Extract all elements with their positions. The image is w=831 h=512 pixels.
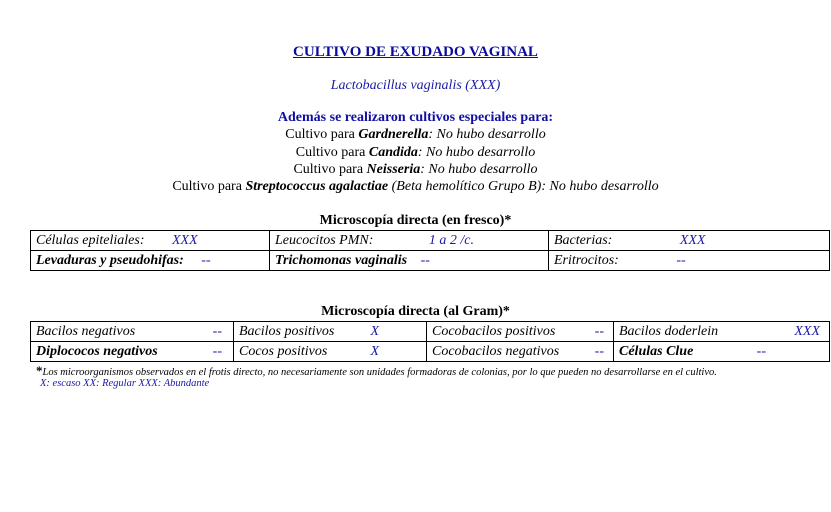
cell-label: Células epiteliales: [36,232,145,248]
table-cell [270,251,549,271]
cell-value: -- [594,343,604,359]
special-cultures-title: Además se realizaron cultivos especiales para: [277,110,554,125]
table-cell [549,251,830,271]
culture-line-gardnerella [0,127,831,143]
fresh-microscopy-title: Microscopía directa (en fresco)* [319,213,512,228]
cell-value: -- [594,323,604,339]
gram-microscopy-title: Microscopía directa (al Gram)* [321,304,510,319]
table-row [31,251,830,271]
cell-label: Levaduras y pseudohifas: [36,252,184,268]
cell-value: XXX [171,232,198,248]
cell-label: Bacilos positivos [239,323,335,339]
cell-label: Células Clue [619,343,694,359]
table-row [31,322,830,342]
table-cell [614,322,830,342]
cell-label: Cocobacilos positivos [432,323,556,339]
table-row [31,231,830,251]
culture-organism: Candida [368,145,418,160]
footnote-text: Los microorganismos observados en el frotis directo, no necesariamente son unidades formadoras de colonias, por lo que pueden no desarrollarse en el cultivo. [42,367,717,378]
cell-label: Cocos positivos [239,343,328,359]
table-row [31,342,830,362]
culture-line-candida [0,145,831,161]
fresh-microscopy-table [30,230,830,271]
cell-value: XXX [794,323,820,339]
cell-label: Cocobacilos negativos [432,343,560,359]
culture-result: (Beta hemolítico Grupo B): No hubo desarrollo [388,179,659,194]
footnote-asterisk: * [36,363,43,378]
table-cell [31,231,270,251]
cell-value: XXX [679,232,706,248]
cell-value: -- [201,252,211,268]
culture-prefix: Cultivo para [293,162,367,177]
isolated-organism: Lactobacillus vaginalis (XXX) [330,78,501,93]
culture-line-streptococcus [0,179,831,195]
table-cell [427,342,614,362]
table-cell [234,342,427,362]
cell-value: -- [212,343,222,359]
table-cell [270,231,549,251]
table-cell [31,342,234,362]
cell-label: Diplococos negativos [36,343,158,359]
culture-organism: Streptococcus agalactiae [245,179,389,194]
culture-prefix: Cultivo para [172,179,246,194]
cell-value: -- [212,323,222,339]
culture-line-neisseria [0,162,831,178]
cell-value: -- [676,252,686,268]
cell-label: Eritrocitos: [554,252,619,268]
abundance-legend: X: escaso XX: Regular XXX: Abundante [40,378,210,389]
table-cell [549,231,830,251]
cell-label: Bacilos negativos [36,323,136,339]
cell-label: Bacilos doderlein [619,323,719,339]
cell-value: -- [756,343,766,359]
cell-value: 1 a 2 /c. [428,232,474,248]
table-cell [234,322,427,342]
culture-prefix: Cultivo para [285,127,359,142]
table-cell [31,251,270,271]
cell-value: -- [420,252,430,268]
report-title: CULTIVO DE EXUDADO VAGINAL [293,44,538,60]
cell-value: X [370,343,379,359]
culture-result: : No hubo desarrollo [417,145,536,160]
culture-organism: Neisseria [366,162,421,177]
cell-label: Leucocitos PMN: [275,232,374,248]
table-cell [614,342,830,362]
table-cell [427,322,614,342]
culture-prefix: Cultivo para [295,145,369,160]
culture-result: : No hubo desarrollo [420,162,538,177]
culture-organism: Gardnerella [358,127,429,142]
cell-label: Bacterias: [554,232,613,248]
cell-label: Trichomonas vaginalis [275,252,408,268]
gram-microscopy-table [30,321,830,362]
footnote [36,363,717,379]
table-cell [31,322,234,342]
cell-value: X [370,323,379,339]
culture-result: : No hubo desarrollo [428,127,546,142]
